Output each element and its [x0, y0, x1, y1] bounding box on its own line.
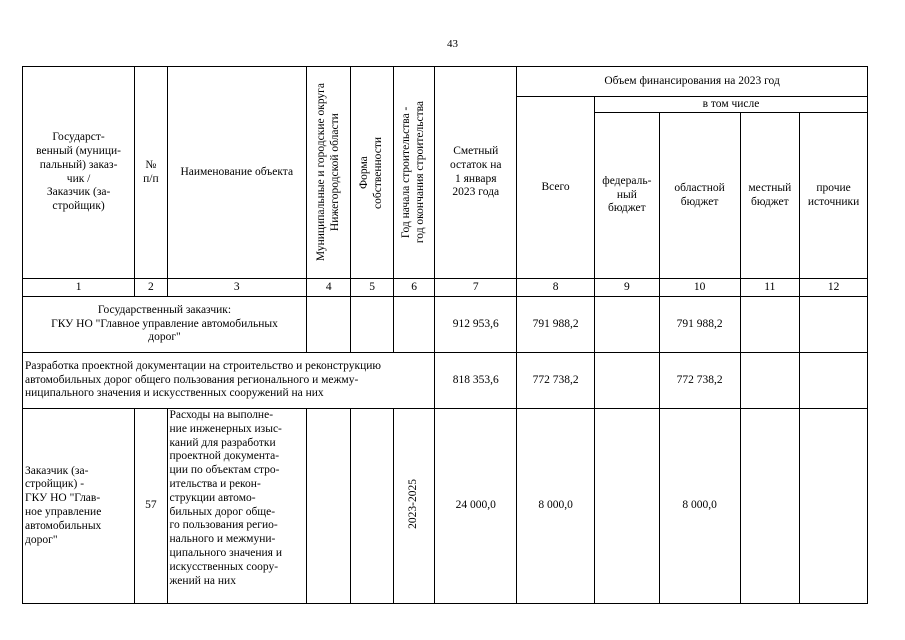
- state-customer-balance: 912 953,6: [435, 297, 517, 353]
- column-number: 1: [23, 279, 135, 297]
- cell-empty: [800, 297, 868, 353]
- cell-empty: [393, 297, 434, 353]
- cell-empty: [595, 297, 660, 353]
- table-row-design-docs: [23, 353, 868, 409]
- column-number: 11: [740, 279, 800, 297]
- column-number: 5: [351, 279, 393, 297]
- header-ownership: Форма собственности: [351, 67, 393, 279]
- cell-empty: [800, 409, 868, 604]
- header-customer: Государст- венный (муници- пальный) заказ- чик / Заказчик (за- стройщик): [23, 67, 135, 279]
- cell-empty: [595, 353, 660, 409]
- cell-empty: [740, 409, 800, 604]
- item-57-years-cell: [393, 409, 434, 604]
- cell-empty: [351, 297, 393, 353]
- state-customer-total: 791 988,2: [517, 297, 595, 353]
- page-number: 43: [447, 38, 458, 50]
- item-57-balance: 24 000,0: [435, 409, 517, 604]
- header-row-1: [23, 67, 868, 97]
- column-number: 4: [306, 279, 350, 297]
- column-number: 7: [435, 279, 517, 297]
- cell-empty: [740, 353, 800, 409]
- state-customer-label: Государственный заказчик: ГКУ НО "Главное управление автомобильных дорог": [23, 297, 307, 353]
- column-number: 12: [800, 279, 868, 297]
- cell-empty: [595, 409, 660, 604]
- item-57-regional: 8 000,0: [659, 409, 740, 604]
- cell-empty: [351, 409, 393, 604]
- header-financing-group: Объем финансирования на 2023 год: [517, 67, 868, 97]
- item-57-customer: Заказчик (за- стройщик) - ГКУ НО "Глав- ное управление автомобильных дорог": [23, 409, 135, 604]
- table-row-state-customer: [23, 297, 868, 353]
- item-57-total: 8 000,0: [517, 409, 595, 604]
- header-number: № п/п: [135, 67, 167, 279]
- header-federal: федераль- ный бюджет: [595, 113, 660, 279]
- design-docs-label: Разработка проектной документации на строительство и реконструкцию автомобильных дорог общего пользования регионального и межму- ниципального значения и искусственных сооружений на них: [23, 353, 435, 409]
- design-docs-total: 772 738,2: [517, 353, 595, 409]
- header-total: Всего: [517, 97, 595, 279]
- header-years: Год начала строительства - год окончания строительства: [393, 67, 434, 279]
- cell-empty: [306, 297, 350, 353]
- item-57-object: Расходы на выполне- ние инженерных изыс- каний для разработки проектной документа- ции по объектам стро- ительства и рекон- струкции автомо- бильных дорог обще- го пользования регио- нального и межмуни- ципального значения и искусственных соору- жений на них: [167, 409, 306, 604]
- header-local: местный бюджет: [740, 113, 800, 279]
- table-row-item-57: [23, 409, 868, 604]
- column-number: 6: [393, 279, 434, 297]
- header-municipal: Муниципальные и городские округа Нижегородской области: [306, 67, 350, 279]
- column-number: 10: [659, 279, 740, 297]
- cell-empty: [306, 409, 350, 604]
- cell-empty: [740, 297, 800, 353]
- item-57-years: 2023-2025: [407, 478, 420, 529]
- column-number: 9: [595, 279, 660, 297]
- design-docs-balance: 818 353,6: [435, 353, 517, 409]
- header-object-name: Наименование объекта: [167, 67, 306, 279]
- header-including-group: в том числе: [595, 97, 868, 113]
- financing-table: [22, 66, 868, 604]
- header-other: прочие источники: [800, 113, 868, 279]
- column-number: 3: [167, 279, 306, 297]
- cell-empty: [800, 353, 868, 409]
- header-regional: областной бюджет: [659, 113, 740, 279]
- header-balance: Сметный остаток на 1 января 2023 года: [435, 67, 517, 279]
- column-number: 2: [135, 279, 167, 297]
- column-number: 8: [517, 279, 595, 297]
- design-docs-regional: 772 738,2: [659, 353, 740, 409]
- column-numbers-row: [23, 279, 868, 297]
- state-customer-regional: 791 988,2: [659, 297, 740, 353]
- item-57-number: 57: [135, 409, 167, 604]
